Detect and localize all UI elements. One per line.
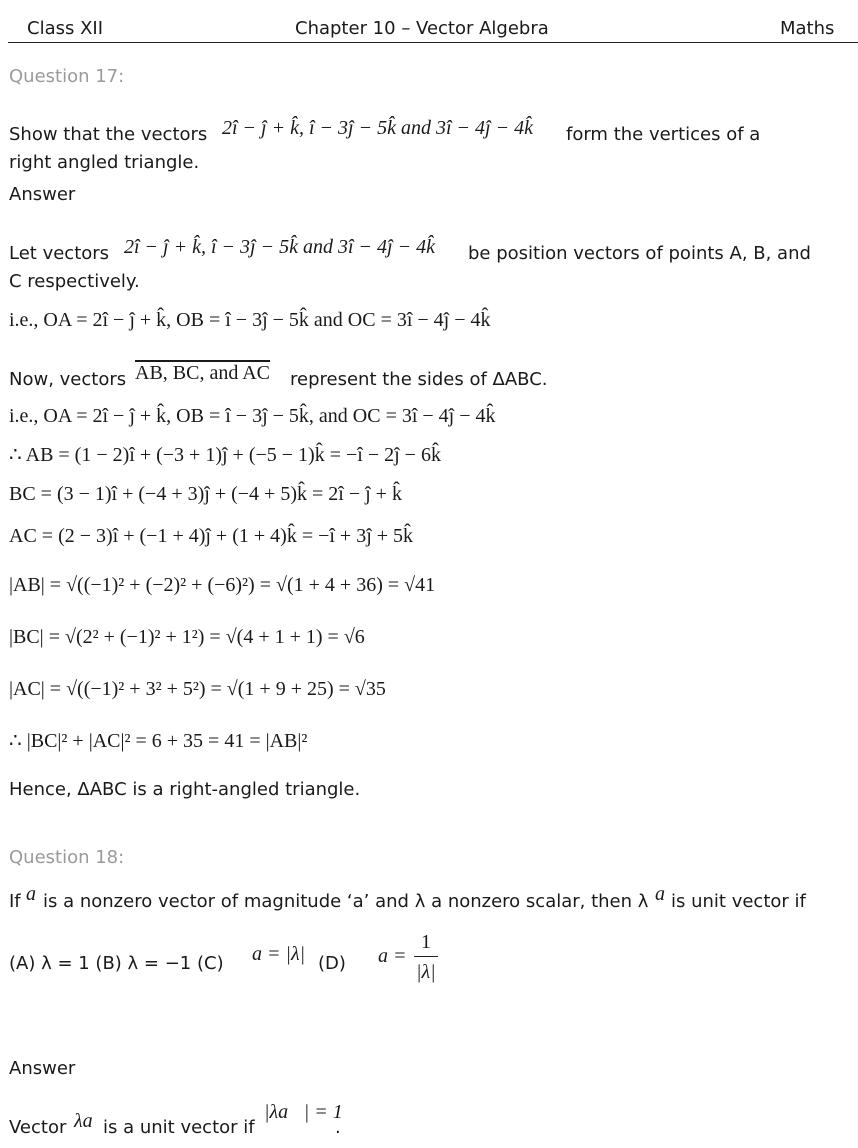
q18-unit-condition: |λa⃗| = 1 [264,1101,343,1123]
q17-statement-start: Show that the vectors [9,124,208,145]
page-header [0,0,858,44]
q17-let-end: be position vectors of points A, B, and [468,243,811,264]
q18-statement-if: If [9,891,21,912]
q17-vector-bc: BC = (3 − 1)î + (−4 + 3)ĵ + (−4 + 5)k̂ = 2î − ĵ + k̂ [9,483,402,505]
q18-answer-label: Answer [9,1058,76,1079]
q17-statement-end: form the vertices of a [566,124,761,145]
q17-pythagoras-check: ∴ |BC|² + |AC|² = 6 + 35 = 41 = |AB|² [9,730,308,752]
q18-option-d-denominator: |λ| [416,961,436,983]
q17-vector-ac: AC = (2 − 3)î + (−1 + 4)ĵ + (1 + 4)k̂ = −î + 3ĵ + 5k̂ [9,525,414,547]
q18-option-d-numerator: 1 [421,931,431,953]
question-18-title: Question 18: [9,847,125,868]
q17-magnitude-bc: |BC| = √(2² + (−1)² + 1²) = √(4 + 1 + 1) = √6 [9,626,365,648]
q17-magnitude-ab: |AB| = √((−1)² + (−2)² + (−6)²) = √(1 + 4 + 36) = √41 [9,574,436,596]
q17-conclusion: Hence, ΔABC is a right-angled triangle. [9,779,361,800]
q17-magnitude-ac: |AC| = √((−1)² + 3² + 5²) = √(1 + 9 + 25) = √35 [9,678,386,700]
q17-let-math: 2î − ĵ + k̂, î − 3ĵ − 5k̂ and 3î − 4ĵ − 4k̂ [124,236,435,258]
q18-option-d-fraction-bar [414,956,438,957]
q18-vector-lambda-a: λa⃗ [74,1110,109,1132]
q18-option-d-label: (D) [318,953,346,974]
q17-now-start: Now, vectors [9,369,127,390]
q18-vector-middle: is a unit vector if [103,1117,255,1138]
q17-position-vectors-2: i.e., OA = 2î − ĵ + k̂, OB = î − 3ĵ − 5k̂, and OC = 3î − 4ĵ − 4k̂ [9,405,496,427]
q18-option-d-lhs: a = [378,945,407,967]
header-class: Class XII [27,18,104,39]
q17-answer-label: Answer [9,184,76,205]
question-17-title: Question 17: [9,66,125,87]
header-chapter: Chapter 10 – Vector Algebra [295,18,549,39]
q18-options: (A) λ = 1 (B) λ = −1 (C) [9,953,224,974]
q18-option-c-math: a = |λ| [252,943,306,965]
q18-statement-middle: is a nonzero vector of magnitude ‘a’ and λ a nonzero scalar, then λ [43,891,649,912]
q17-statement-math: 2î − ĵ + k̂, î − 3ĵ − 5k̂ and 3î − 4ĵ − 4k̂ [222,117,533,139]
header-subject: Maths [780,18,835,39]
q18-vector-start: Vector [9,1117,67,1138]
header-rule [8,42,858,43]
q17-vector-ab: ∴ AB = (1 − 2)î + (−3 + 1)ĵ + (−5 − 1)k̂ = −î − 2ĵ − 6k̂ [9,444,441,466]
q17-let-line2: C respectively. [9,271,140,292]
q17-position-vectors: i.e., OA = 2î − ĵ + k̂, OB = î − 3ĵ − 5k̂ and OC = 3î − 4ĵ − 4k̂ [9,309,491,331]
q17-now-math: AB, BC, and AC [135,362,271,384]
q18-statement-end: is unit vector if [671,891,806,912]
q18-vector-a-2: a⃗ [655,883,681,905]
q17-statement-line2: right angled triangle. [9,152,200,173]
q17-now-end: represent the sides of ΔABC. [290,369,548,390]
q17-let-start: Let vectors [9,243,110,264]
q18-option-d-math [378,928,448,988]
q18-vector-a: a⃗ [26,883,52,905]
q18-vector-end: . [335,1117,341,1138]
